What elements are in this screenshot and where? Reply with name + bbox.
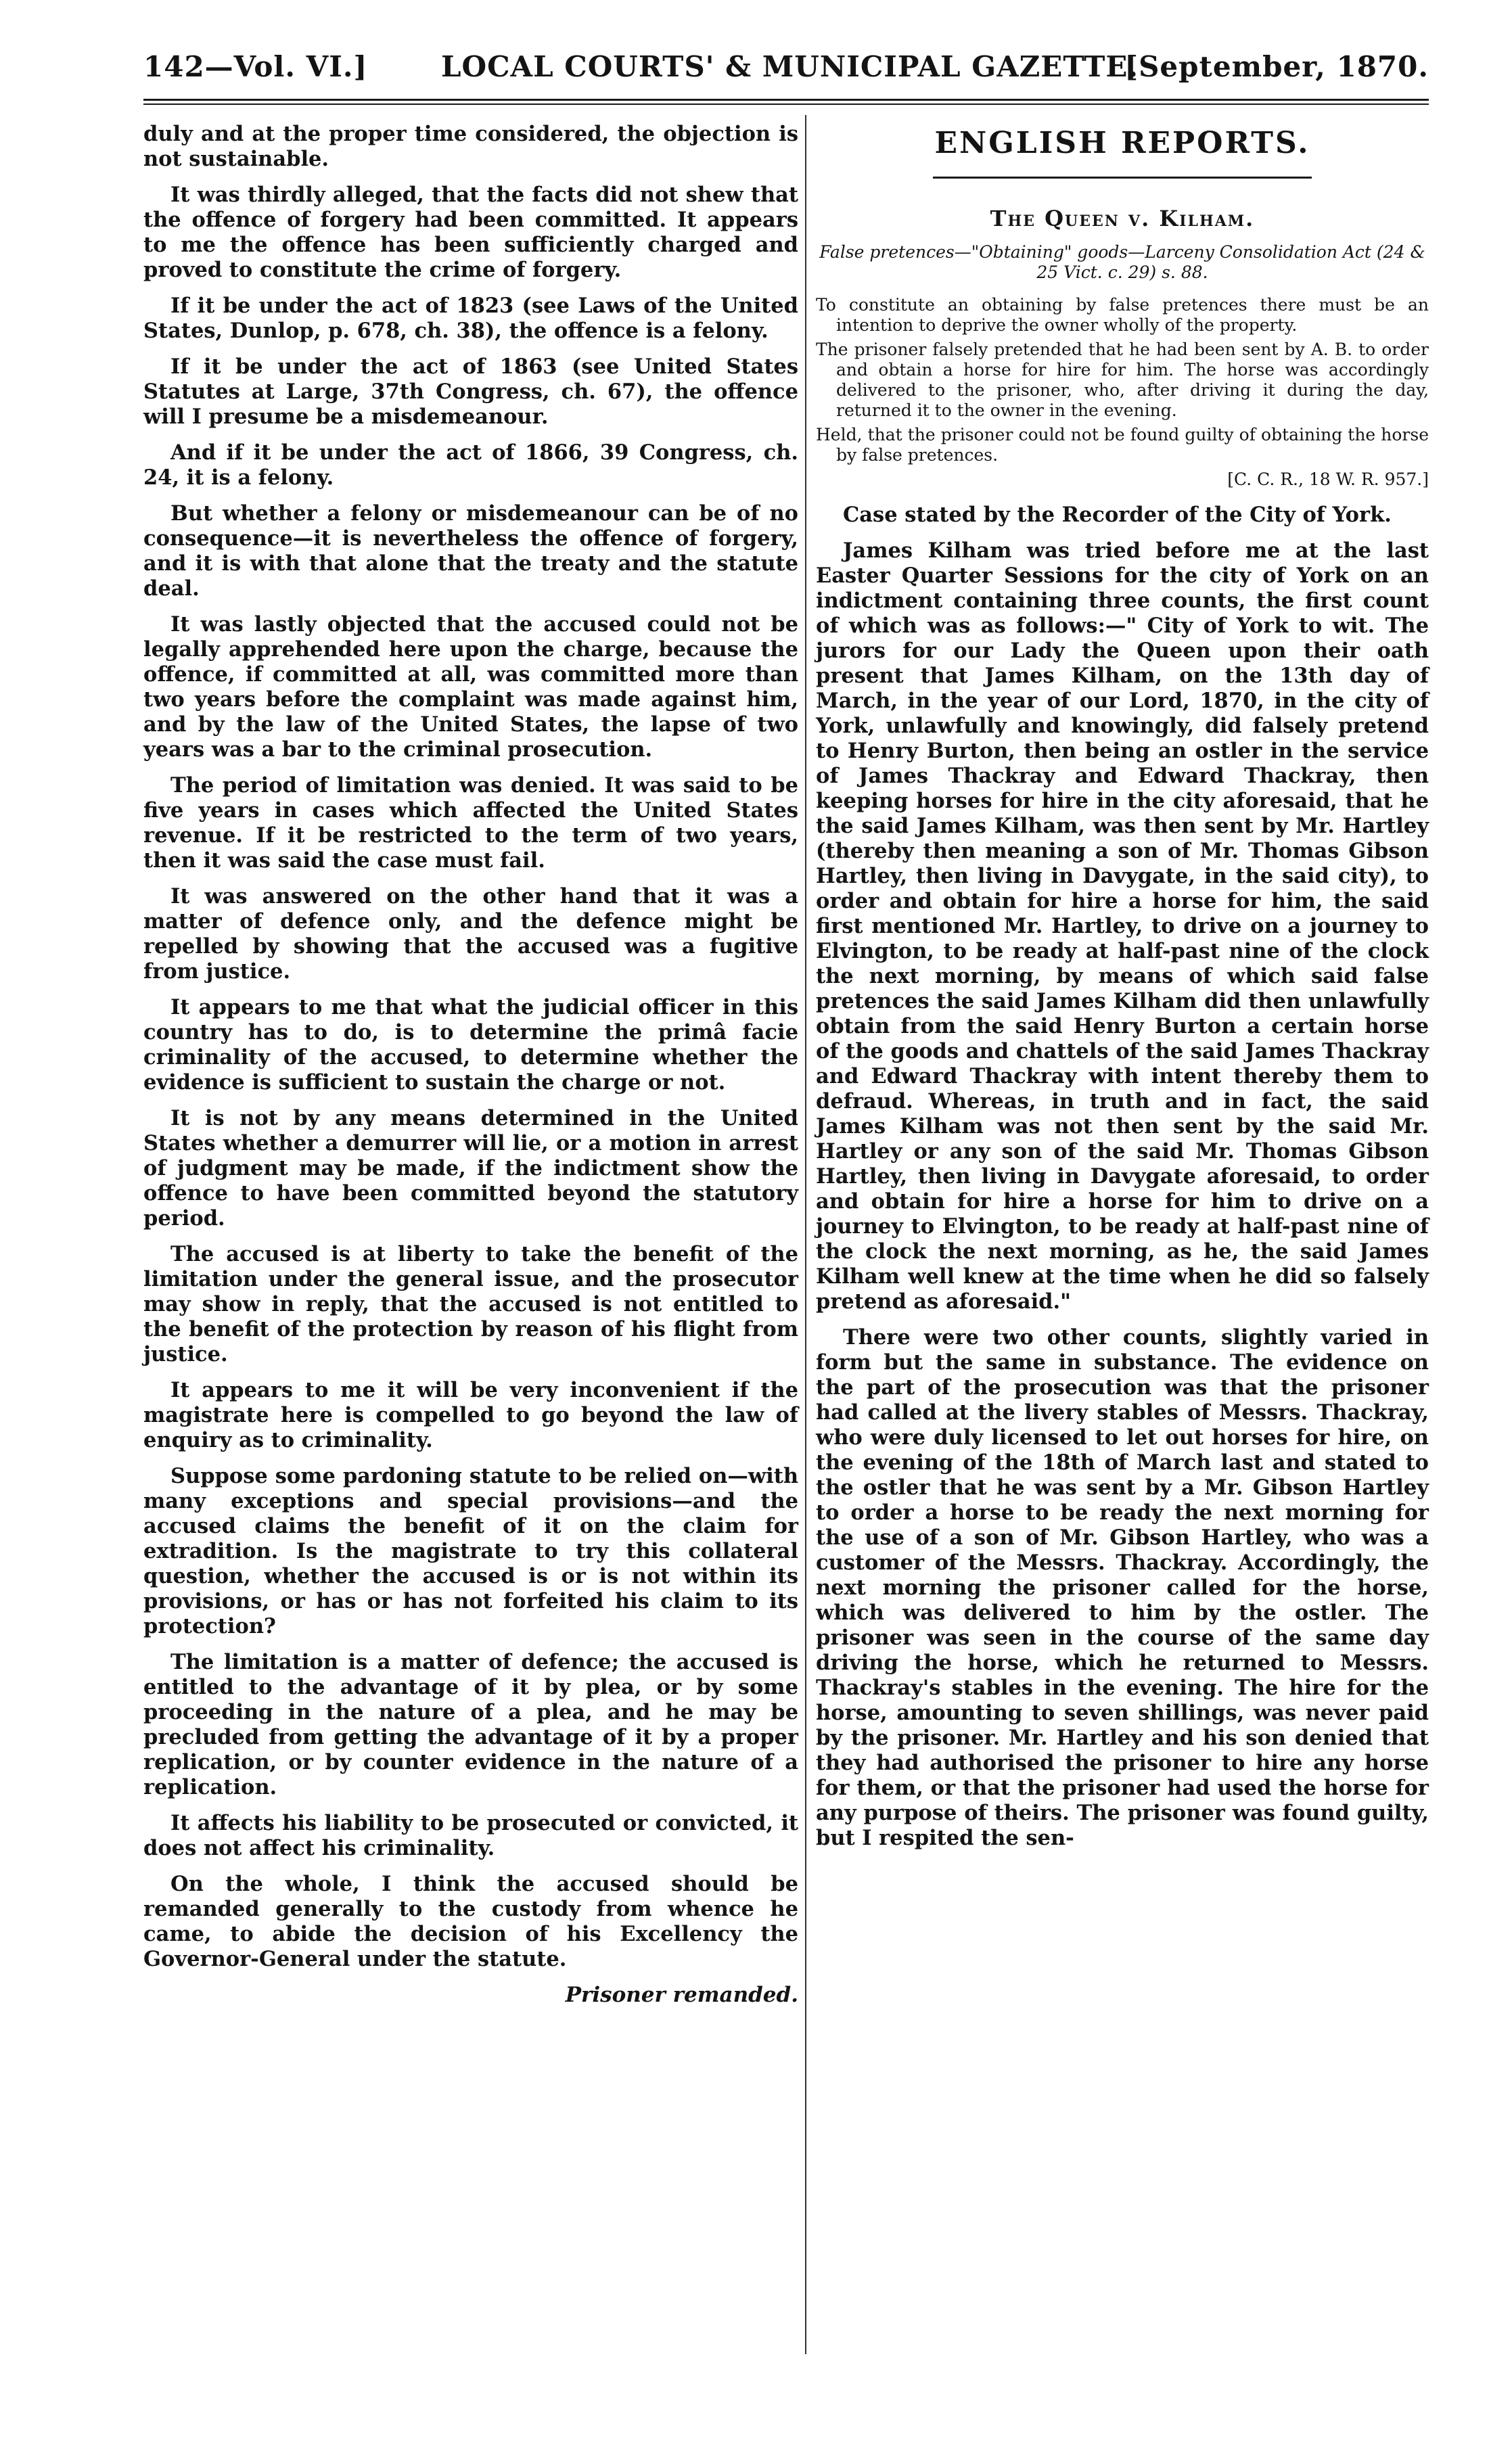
paragraph: And if it be under the act of 1866, 39 Congress, ch. 24, it is a felony. (143, 440, 798, 490)
paragraph: The accused is at liberty to take the benefit of the limitation under the general issue, and the prosecutor may show in reply, that the accused is not entitled to the benefit of the protection by reason of his flight from justice. (143, 1242, 798, 1366)
issue-date: [September, 1870. (1124, 50, 1429, 83)
paragraph: There were two other counts, slightly varied in form but the same in substance. The evidence on the part of the prosecution was that the prisoner had called at the livery stables of Messrs. Thackray, who were duly licensed to let out horses for hire, on the evening of the 18th of March last and stated to the ostler that he was sent by a Mr. Gibson Hartley to order a horse to be ready the next morning for the use of a son of Mr. Gibson Hartley, who was a customer of the Messrs. Thackray. Accordingly, the next morning the prisoner called for the horse, which was delivered to him by the ostler. The prisoner was seen in the course of the same day driving the horse, which he returned to Messrs. Thackray's stables in the evening. The hire for the horse, amounting to seven shillings, was never paid by the prisoner. Mr. Hartley and his son denied that they had authorised the prisoner to hire any horse for them, or that the prisoner had used the horse for any purpose of theirs. The prisoner was found guilty, but I respited the sen- (816, 1325, 1429, 1850)
section-rule (933, 177, 1312, 179)
left-column (143, 122, 798, 2028)
paragraph: The limitation is a matter of defence; the accused is entitled to the advantage of it by plea, or by some proceeding in the nature of a plea, and he may be precluded from getting the advantage of it by a proper replication, or by counter evidence in the nature of a replication. (143, 1650, 798, 1799)
paragraph: It was lastly objected that the accused could not be legally apprehended here upon the charge, because the offence, if committed at all, was committed more than two years before the complaint was made against him, and by the law of the United States, the lapse of two years was a bar to the criminal prosecution. (143, 612, 798, 762)
header-rule (143, 99, 1429, 105)
headnote: To constitute an obtaining by false pretences there must be an intention to deprive the owner wholly of the property. (816, 295, 1429, 335)
paragraph: Suppose some pardoning statute to be relied on—with many exceptions and special provisions—and the accused claims the benefit of it on the claim for extradition. Is the magistrate to try this collateral question, whether the accused is or is not within its provisions, or has or has not forfeited his claim to its protection? (143, 1464, 798, 1638)
headnote: The prisoner falsely pretended that he had been sent by A. B. to order and obtain a horse for hire for him. The horse was accordingly delivered to the prisoner, who, after driving it during the day, returned it to the owner in the evening. (816, 340, 1429, 420)
publication-title: LOCAL COURTS' & MUNICIPAL GAZETTE. (441, 50, 1139, 83)
paragraph: Case stated by the Recorder of the City of York. (843, 503, 1392, 527)
paragraph: On the whole, I think the accused should be remanded generally to the custody from whence he came, to abide the decision of his Excellency the Governor-General under the statute. (143, 1872, 798, 1971)
paragraph: It appears to me it will be very inconvenient if the magistrate here is compelled to go beyond the law of enquiry as to criminality. (143, 1378, 798, 1452)
paragraph: The period of limitation was denied. It was said to be five years in cases which affected the United States revenue. If it be restricted to the term of two years, then it was said the case must fail. (143, 773, 798, 873)
paragraph: It affects his liability to be prosecuted or convicted, it does not affect his criminality. (143, 1811, 798, 1860)
headnote: Held, that the prisoner could not be found guilty of obtaining the horse by false pretences. (816, 425, 1429, 465)
paragraph: It appears to me that what the judicial officer in this country has to do, is to determine the primâ facie criminality of the accused, to determine whether the evidence is sufficient to sustain the charge or not. (143, 995, 798, 1095)
citation: [C. C. R., 18 W. R. 957.] (1227, 469, 1429, 489)
catchwords: False pretences—"Obtaining" goods—Larceny Consolidation Act (24 & 25 Vict. c. 29) s. 88. (819, 242, 1425, 282)
paragraph: But whether a felony or misdemeanour can be of no consequence—it is nevertheless the offence of forgery, and it is with that alone that the treaty and the statute deal. (143, 501, 798, 601)
page-number-volume: 142—Vol. VI.] (143, 50, 368, 83)
paragraph: If it be under the act of 1863 (see United States Statutes at Large, 37th Congress, ch. 67), the offence will I presume be a misdemeanour. (143, 354, 798, 429)
right-column (816, 122, 1429, 1862)
paragraph: It was answered on the other hand that it was a matter of defence only, and the defence might be repelled by showing that the accused was a fugitive from justice. (143, 884, 798, 984)
paragraph: It was thirdly alleged, that the facts did not shew that the offence of forgery had been committed. It appears to me the offence has been sufficiently charged and proved to constitute the crime of forgery. (143, 183, 798, 282)
paragraph: It is not by any means determined in the United States whether a demurrer will lie, or a motion in arrest of judgment may be made, if the indictment show the offence to have been committed beyond the statutory period. (143, 1106, 798, 1231)
paragraph: If it be under the act of 1823 (see Laws of the United States, Dunlop, p. 678, ch. 38), the offence is a felony. (143, 294, 798, 343)
case-title: The Queen v. Kilham. (990, 206, 1255, 231)
section-title: ENGLISH REPORTS. (934, 126, 1310, 160)
page-header (143, 43, 1429, 91)
column-divider (805, 115, 806, 2354)
paragraph: duly and at the proper time considered, the objection is not sustainable. (143, 122, 798, 171)
paragraph: James Kilham was tried before me at the last Easter Quarter Sessions for the city of York on an indictment containing three counts, the first count of which was as follows:—" City of York to wit. The jurors for our Lady the Queen upon their oath present that James Kilham, on the 13th day of March, in the year of our Lord, 1870, in the city of York, unlawfully and knowingly, did falsely pretend to Henry Burton, then being an ostler in the service of James Thackray and Edward Thackray, then keeping horses for hire in the city aforesaid, that he the said James Kilham, was then sent by Mr. Hartley (thereby then meaning a son of Mr. Thomas Gibson Hartley, then living in Davygate, in the said city), to order and obtain for hire a horse for him, the said first mentioned Mr. Hartley, to drive on a journey to Elvington, to be ready at half-past nine of the clock the next morning, by means of which said false pretences the said James Kilham did then unlawfully obtain from the said Henry Burton a certain horse of the goods and chattels of the said James Thackray and Edward Thackray with intent thereby them to defraud. Whereas, in truth and in fact, the said James Kilham was not then sent by the said Mr. Hartley or any son of the said Mr. Thomas Gibson Hartley, then living in Davygate aforesaid, to order and obtain for hire a horse for him to drive on a journey to Elvington, to be ready at half-past nine of the clock the next morning, as he, the said James Kilham well knew at the time when he did so falsely pretend as aforesaid." (816, 538, 1429, 1314)
signoff: Prisoner remanded. (565, 1983, 798, 2007)
